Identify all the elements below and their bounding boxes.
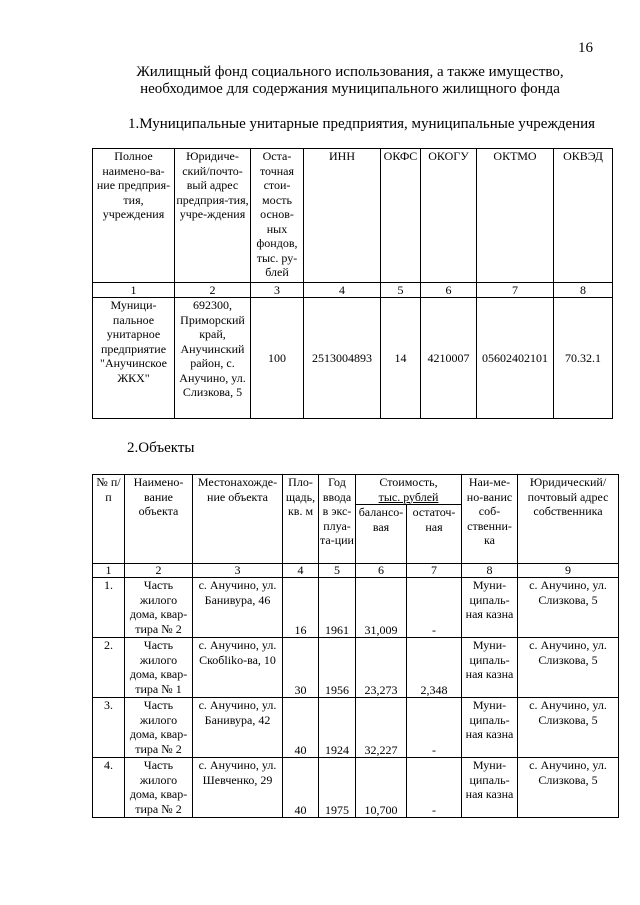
owner-address: с. Анучино, ул. Слизкова, 5 [518,578,619,638]
column-number: 2 [125,564,193,578]
object-year: 1924 [319,698,356,758]
section1-heading: 1.Муниципальные унитарные предприятия, муниципальные учреждения [128,116,596,132]
owner-name: Муни-ципаль-ная казна [462,698,518,758]
enterprise-name: Муници-пальное унитарное предприятие "Анучинское ЖКХ" [93,298,175,419]
object-area: 30 [283,638,319,698]
object-location: с. Анучино, ул. Скобliko-ва, 10 [193,638,283,698]
object-residual: - [407,758,462,818]
object-balance: 23,273 [356,638,407,698]
column-number: 8 [462,564,518,578]
object-name: Часть жилого дома, квар-тира № 2 [125,578,193,638]
table-row [93,638,619,698]
header-cell-cost [356,475,462,505]
owner-name: Муни-ципаль-ная казна [462,758,518,818]
header-cell: Юридиче-ский/почто-вый адрес предприя-тия, учре-ждения [175,149,251,283]
object-balance: 31,009 [356,578,407,638]
column-number: 5 [381,283,421,298]
enterprise-address: 692300, Приморский край, Анучинский район, с. Анучино, ул. Слизкова, 5 [175,298,251,419]
header-cell: Полное наимено-ва-ние предприя-тия, учреждения [93,149,175,283]
header-cell: ОКВЭД [554,149,613,283]
column-number: 5 [319,564,356,578]
okfs-value: 14 [381,298,421,419]
header-cell: Наимено-вание объекта [125,475,193,564]
okogu-value: 4210007 [421,298,477,419]
section2-heading: 2.Объекты [127,440,195,456]
owner-address: с. Анучино, ул. Слизкова, 5 [518,698,619,758]
cost-group-label: Стоимость, [379,475,438,489]
table-row [93,578,619,638]
title-line-1: Жилищный фонд социального использования, а также имущество, [136,64,564,80]
header-cell: Оста-точная стои-мость основ-ных фондов, тыс. ру-блей [251,149,304,283]
table-row [93,298,613,419]
title-line-2: необходимое для содержания муниципального жилищного фонда [140,81,560,97]
header-cell: ИНН [304,149,381,283]
column-number: 6 [356,564,407,578]
header-cell: Пло-щадь, кв. м [283,475,319,564]
owner-address: с. Анучино, ул. Слизкова, 5 [518,758,619,818]
header-cell: Юридический/ почтовый адрес собственника [518,475,619,564]
table-row [93,698,619,758]
page-title [0,64,640,98]
cost-unit-label: тыс. рублей [378,489,439,504]
object-residual: - [407,698,462,758]
column-number: 3 [193,564,283,578]
header-cell: Наи-ме-но-ванис соб-ственни-ка [462,475,518,564]
residual-value: 100 [251,298,304,419]
header-cell: остаточ-ная [407,505,462,564]
column-number: 2 [175,283,251,298]
column-number: 6 [421,283,477,298]
object-area: 40 [283,698,319,758]
row-num: 4. [93,758,125,818]
column-number: 9 [518,564,619,578]
page-number: 16 [578,40,593,56]
header-cell: Год ввода в экс-плуа-та-ции [319,475,356,564]
table-row [93,758,619,818]
column-number-row [93,564,619,578]
header-cell: № п/п [93,475,125,564]
enterprises-table [92,148,613,419]
column-number: 7 [407,564,462,578]
owner-name: Муни-ципаль-ная казна [462,638,518,698]
object-year: 1975 [319,758,356,818]
row-num: 3. [93,698,125,758]
object-residual: - [407,578,462,638]
header-cell: Местонахожде-ние объекта [193,475,283,564]
header-cell: ОКОГУ [421,149,477,283]
column-number: 4 [283,564,319,578]
object-balance: 10,700 [356,758,407,818]
object-area: 16 [283,578,319,638]
object-name: Часть жилого дома, квар-тира № 2 [125,698,193,758]
object-location: с. Анучино, ул. Шевченко, 29 [193,758,283,818]
object-year: 1956 [319,638,356,698]
object-name: Часть жилого дома, квар-тира № 2 [125,758,193,818]
object-location: с. Анучино, ул. Банивура, 46 [193,578,283,638]
header-cell: ОКТМО [477,149,554,283]
inn-value: 2513004893 [304,298,381,419]
object-year: 1961 [319,578,356,638]
column-number: 3 [251,283,304,298]
header-cell: ОКФС [381,149,421,283]
object-balance: 32,227 [356,698,407,758]
objects-table [92,474,619,818]
okved-value: 70.32.1 [554,298,613,419]
column-number: 1 [93,283,175,298]
column-number: 8 [554,283,613,298]
table-header-row [93,149,613,283]
column-number: 1 [93,564,125,578]
owner-address: с. Анучино, ул. Слизкова, 5 [518,638,619,698]
object-location: с. Анучино, ул. Банивура, 42 [193,698,283,758]
header-cell: балансо-вая [356,505,407,564]
table-header-row [93,475,619,505]
column-number: 7 [477,283,554,298]
row-num: 1. [93,578,125,638]
column-number-row [93,283,613,298]
row-num: 2. [93,638,125,698]
column-number: 4 [304,283,381,298]
owner-name: Муни-ципаль-ная казна [462,578,518,638]
object-area: 40 [283,758,319,818]
object-residual: 2,348 [407,638,462,698]
object-name: Часть жилого дома, квар-тира № 1 [125,638,193,698]
oktmo-value: 05602402101 [477,298,554,419]
